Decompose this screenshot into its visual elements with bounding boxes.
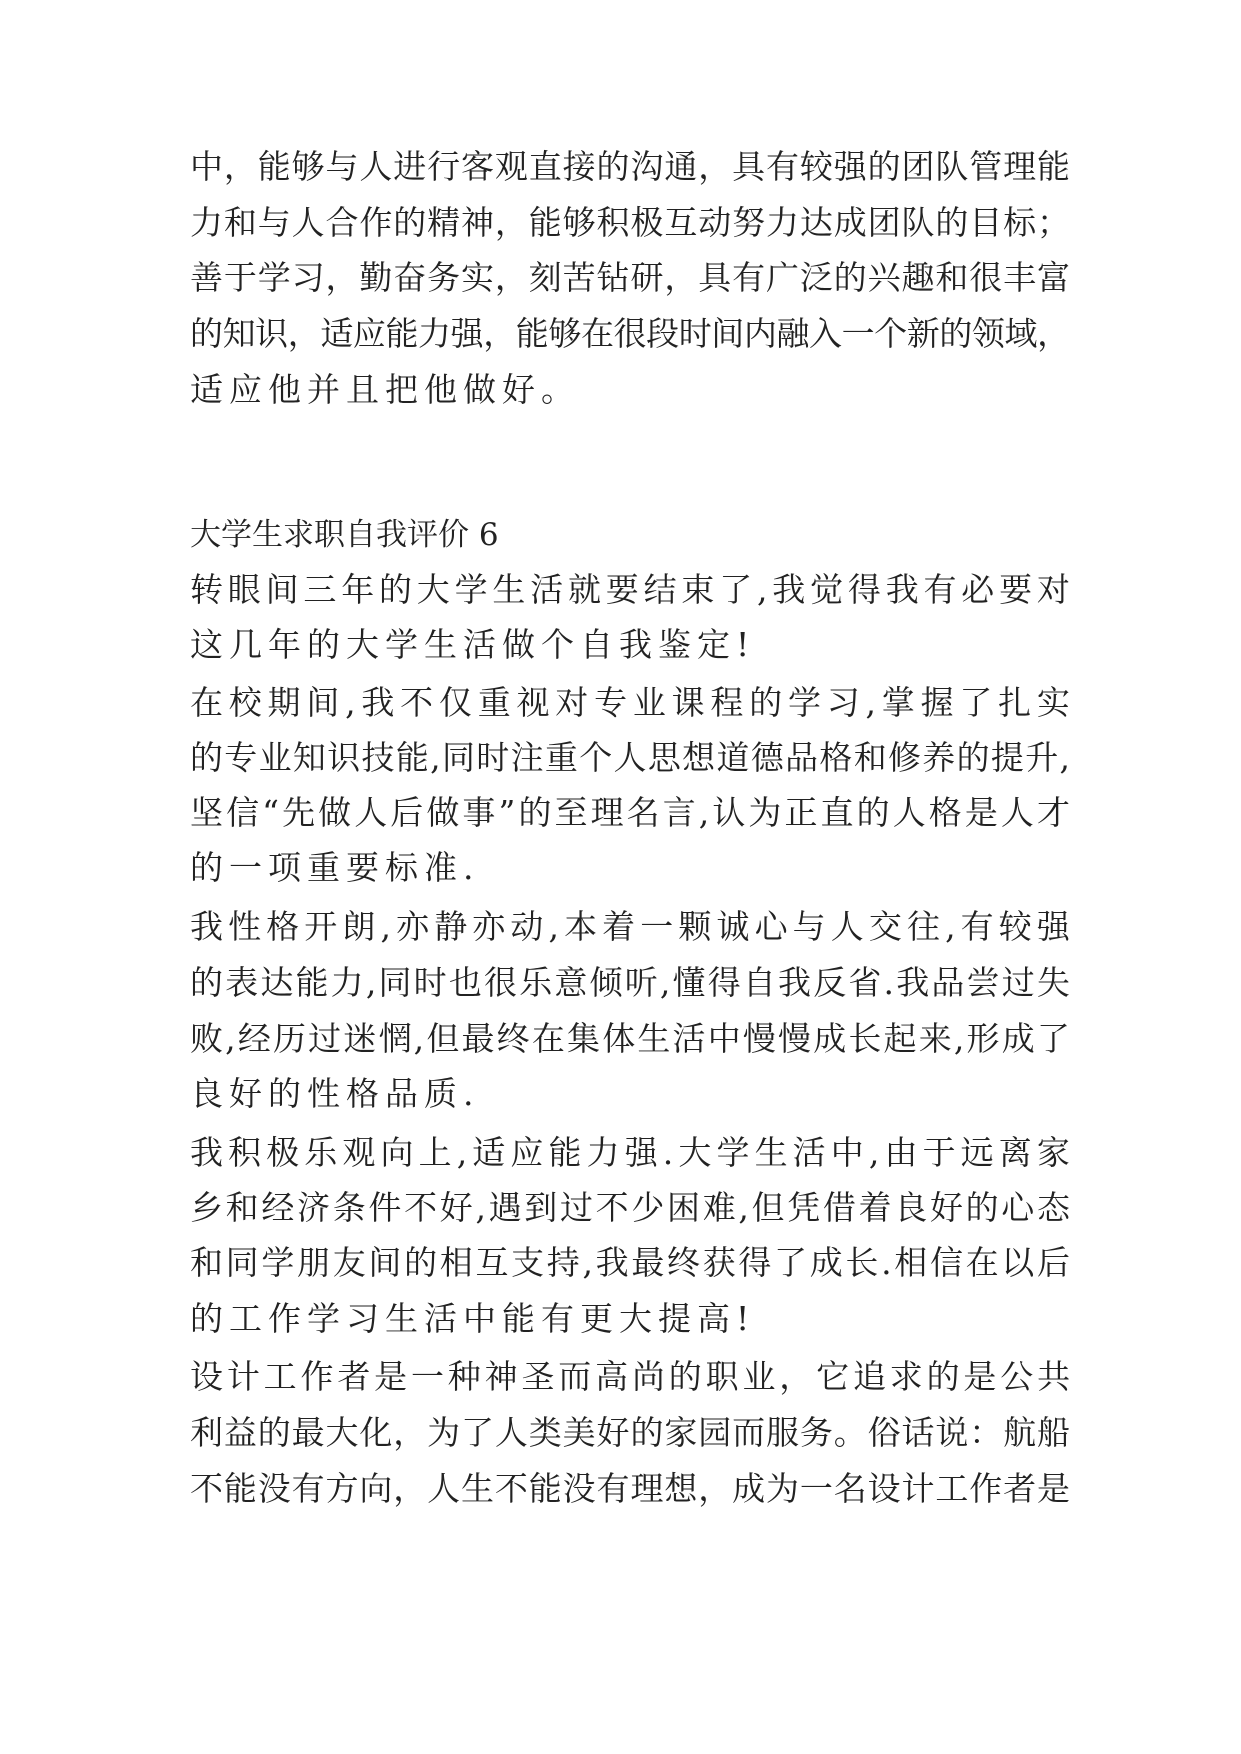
paragraph3-line-3: 败,经历过迷惘,但最终在集体生活中慢慢成长起来,形成了 [190, 1019, 1073, 1058]
paragraph1-line-1: 转眼间三年的大学生活就要结束了,我觉得我有必要对 [190, 570, 1075, 609]
paragraph3-line-4: 良好的性格品质. [190, 1074, 480, 1113]
paragraph2-line-2: 的专业知识技能,同时注重个人思想道德品格和修养的提升, [190, 738, 1072, 777]
paragraph4-line-3: 和同学朋友间的相互支持,我最终获得了成长.相信在以后 [190, 1243, 1073, 1282]
continuation-line-3: 善于学习，勤奋务实，刻苦钻研，具有广泛的兴趣和很丰富 [190, 258, 1071, 297]
paragraph3-line-2: 的表达能力,同时也很乐意倾听,懂得自我反省.我品尝过失 [190, 963, 1073, 1002]
continuation-line-2: 力和与人合作的精神，能够积极互动努力达成团队的目标； [190, 203, 1071, 242]
paragraph5-line-1: 设计工作者是一种神圣而高尚的职业，它追求的是公共 [190, 1357, 1074, 1396]
continuation-line-1: 中，能够与人进行客观直接的沟通，具有较强的团队管理能 [190, 147, 1071, 186]
paragraph5-line-2: 利益的最大化，为了人类美好的家园而服务。俗话说：航船 [190, 1413, 1071, 1452]
paragraph3-line-1: 我性格开朗,亦静亦动,本着一颗诚心与人交往,有较强 [190, 907, 1075, 946]
paragraph2-line-1: 在校期间,我不仅重视对专业课程的学习,掌握了扎实 [190, 683, 1076, 722]
paragraph2-line-4: 的一项重要标准. [190, 848, 480, 887]
paragraph4-line-4: 的工作学习生活中能有更大提高! [190, 1299, 756, 1338]
paragraph5-line-3: 不能没有方向，人生不能没有理想，成为一名设计工作者是 [190, 1469, 1071, 1508]
section-title: 大学生求职自我评价 6 [190, 517, 499, 553]
paragraph1-line-2: 这几年的大学生活做个自我鉴定! [190, 625, 756, 664]
paragraph2-line-3: 坚信“先做人后做事”的至理名言,认为正直的人格是人才 [190, 793, 1074, 832]
paragraph4-line-1: 我积极乐观向上,适应能力强.大学生活中,由于远离家 [190, 1133, 1075, 1172]
paragraph4-line-2: 乡和经济条件不好,遇到过不少困难,但凭借着良好的心态 [190, 1188, 1073, 1227]
continuation-line-5: 适应他并且把他做好。 [190, 370, 580, 409]
continuation-line-4: 的知识，适应能力强，能够在很段时间内融入一个新的领域， [190, 314, 1070, 353]
